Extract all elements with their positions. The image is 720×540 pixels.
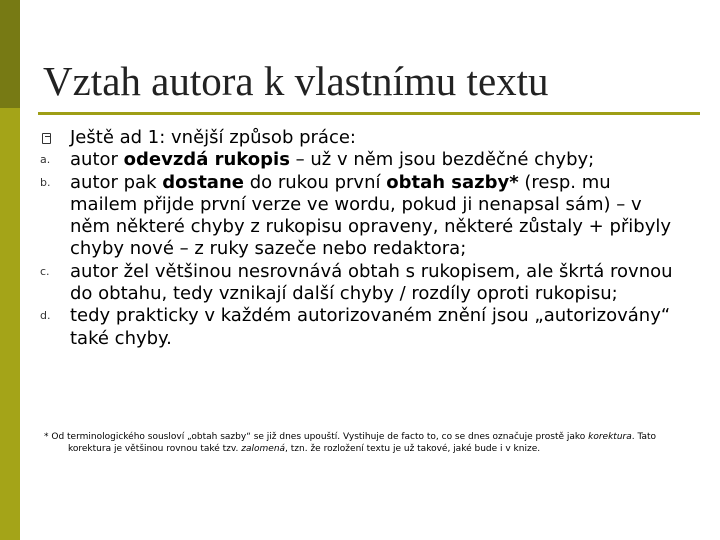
list-item-b-text: autor pak dostane do rukou první obtah sazby* (resp. mu mailem přijde první verze ve wordu, pokud ji nenapsal sám) – v něm některé chyby z rukopisu opraveny, některé zůstaly + přibyly chyby nové – z ruky sazeče nebo redaktora; bbox=[70, 171, 672, 260]
list-item-d-text: tedy prakticky v každém autorizovaném znění jsou „autorizovány“ také chyby. bbox=[70, 305, 671, 349]
list-marker-c: c. bbox=[40, 264, 50, 278]
list-item-d bbox=[40, 305, 680, 350]
list-marker-b: b. bbox=[40, 175, 51, 189]
list-item-b bbox=[40, 172, 680, 261]
list-item-a bbox=[40, 149, 680, 171]
list-item-c-text: autor žel většinou nesrovnává obtah s rukopisem, ale škrtá rovnou do obtahu, tedy vznikají další chyby / rozdíly oproti rukopisu; bbox=[70, 260, 673, 305]
list-item-intro bbox=[40, 127, 680, 149]
slide-content bbox=[40, 127, 680, 350]
list-item-a-text: autor odevzdá rukopis – už v něm jsou bezděčné chyby; bbox=[70, 149, 595, 171]
intro-text: Ještě ad 1: vnější způsob práce: bbox=[70, 127, 356, 148]
left-accent-bar-top bbox=[0, 0, 20, 108]
list-marker-d: d. bbox=[40, 309, 51, 323]
footnote: * Od terminologického sousloví „obtah sazby“ se již dnes upouští. Vystihuje de facto to, co se dnes označuje prostě jako korektura. Tato korektura je většinou rovnou také tzv. zalomená, tzn. že rozložení textu je už takové, jaké bude i v knize. bbox=[44, 432, 657, 454]
title-underline bbox=[38, 112, 700, 115]
slide-title: Vztah autora k vlastnímu textu bbox=[43, 58, 549, 104]
list-marker-a: a. bbox=[40, 153, 51, 167]
list-item-c bbox=[40, 261, 680, 306]
